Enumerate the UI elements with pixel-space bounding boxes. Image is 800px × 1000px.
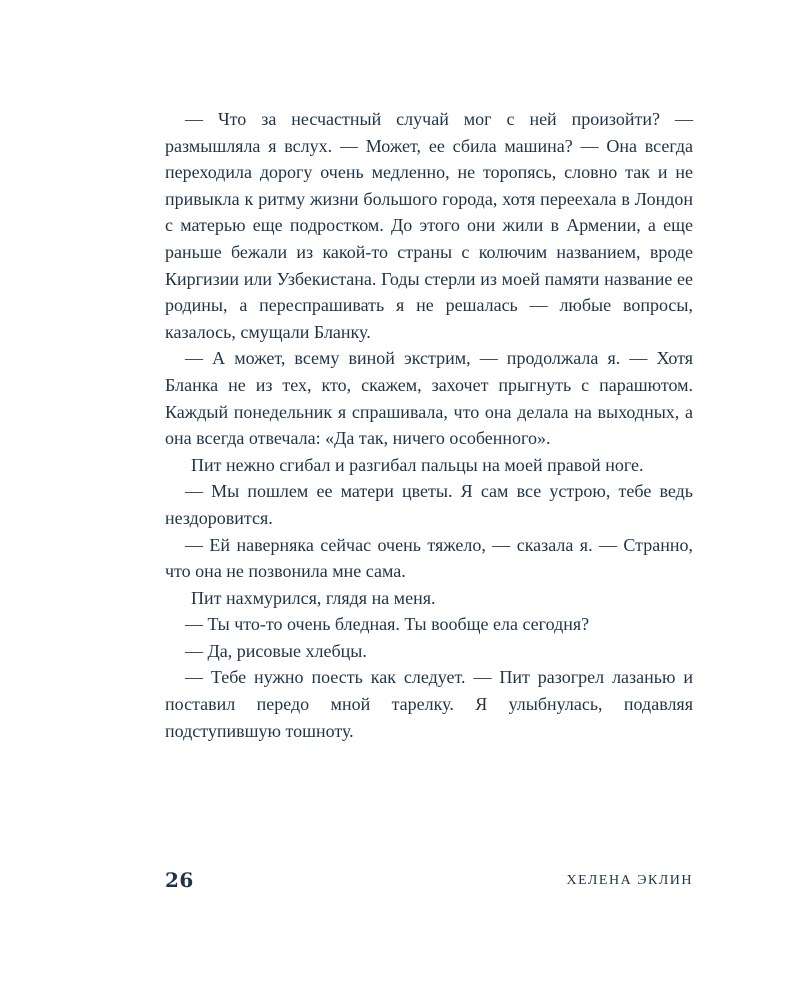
paragraph-pale-question: — Ты что-то очень бледная. Ты вообще ела сегодня? — [185, 614, 590, 635]
paragraph-send-flowers: — Мы пошлем ее матери цветы. Я сам все устрою, тебе ведь нездоровится. — [165, 481, 693, 528]
paragraph-hard-time: — Ей наверняка сейчас очень тяжело, — сказала я. — Странно, что она не позвонила мне сама. — [165, 534, 693, 582]
paragraph-rice-crackers: — Да, рисовые хлебцы. — [185, 640, 367, 661]
page-footer — [165, 868, 693, 896]
body-text — [165, 106, 693, 744]
running-head-author: ХЕЛЕНА ЭКЛИН — [566, 873, 693, 888]
paragraph-pit-frowned: Пит нахмурился, глядя на меня. — [191, 587, 436, 608]
paragraph-accident-musing: — Что за несчастный случай мог с ней произойти? — размышляла я вслух. — Может, ее сбила машина? — Она всегда переходила дорогу очень медленно, не торопясь, словно так и не привыкла к ритму жизни большого города, хотя переехала в Лондон с матерью еще подростком. До этого они жили в Армении, а еще раньше бежали из какой-то страны с колючим названием, вроде Киргизии или Узбекистана. Годы стерли из моей памяти название ее родины, а переспрашивать я не решалась — любые вопросы, казалось, смущали Бланку. — [165, 109, 693, 342]
paragraph-extreme-sports: — А может, всему виной экстрим, — продолжала я. — Хотя Бланка не из тех, кто, скажем, захочет прыгнуть с парашютом. Каждый понедельник я спрашивала, что она делала на выходных, а она всегда отвечала: «Да так, ничего особенного». — [165, 348, 693, 449]
paragraph-pit-toes: Пит нежно сгибал и разгибал пальцы на моей правой ноге. — [191, 454, 644, 475]
paragraph-lasagna: — Тебе нужно поесть как следует. — Пит разогрел лазанью и поставил передо мной тарелку. Я улыбнулась, подавляя подступившую тошноту. — [165, 667, 693, 741]
page-number: 26 — [165, 868, 194, 892]
